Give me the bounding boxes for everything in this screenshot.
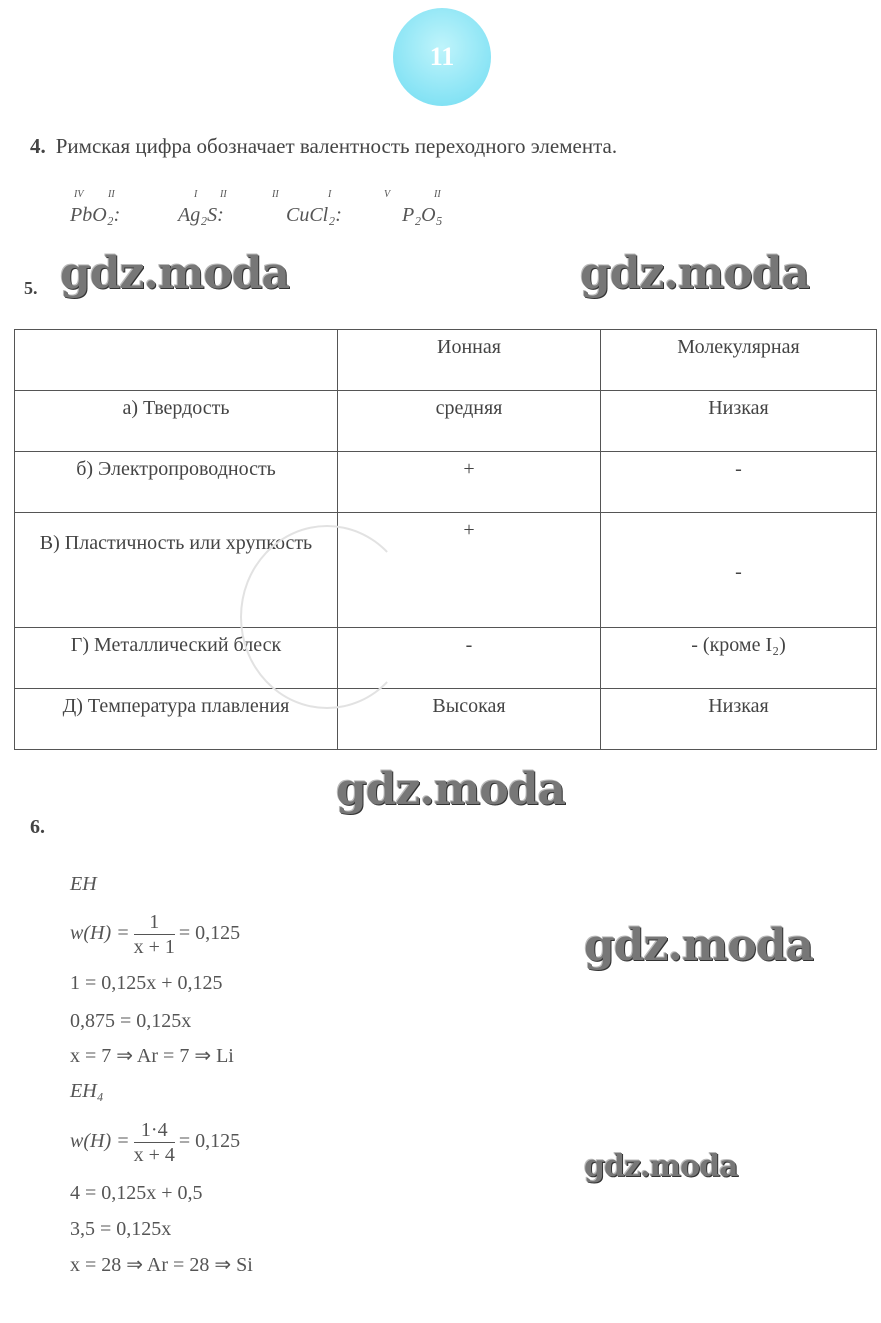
- formula: [272, 189, 342, 227]
- watermark: gdz.moda: [60, 248, 290, 299]
- watermark: gdz.moda: [584, 1149, 738, 1184]
- table-row: [15, 628, 877, 689]
- oxidation-state: IV: [74, 189, 84, 200]
- table-header-row: [15, 330, 877, 391]
- table-cell: Низкая: [601, 391, 877, 452]
- formula-text: PbO₂:: [70, 204, 121, 226]
- oxidation-state: I: [194, 189, 198, 200]
- table-cell: +: [338, 452, 601, 513]
- table-cell: -: [338, 628, 601, 689]
- oxidation-state: II: [272, 189, 279, 200]
- oxidation-state: II: [220, 189, 227, 200]
- math-line: w(H) = $\frac{1\cdot 4}{x + 4}$ = 0,125: [70, 1119, 241, 1166]
- formula-text: Ag₂S:: [178, 204, 224, 226]
- table-cell: -: [601, 452, 877, 513]
- watermark: gdz.moda: [584, 920, 814, 971]
- table-cell: Высокая: [338, 689, 601, 750]
- math-line: 3,5 = 0,125x: [70, 1218, 172, 1240]
- math-line: EH: [70, 873, 97, 895]
- task-6-number: 6.: [30, 816, 45, 838]
- formula: [384, 189, 443, 227]
- table-cell: а) Твердость: [15, 391, 338, 452]
- table-cell: б) Электропроводность: [15, 452, 338, 513]
- table-cell: Низкая: [601, 689, 877, 750]
- math-line: 4 = 0,125x + 0,5: [70, 1182, 203, 1204]
- math-line: w(H) = $\frac{1}{x + 1}$ = 0,125: [70, 911, 241, 958]
- page-number-badge: 11: [393, 8, 491, 106]
- formula: [70, 189, 121, 227]
- table-cell: Г) Металлический блеск: [15, 628, 338, 689]
- watermark: gdz.moda: [580, 248, 810, 299]
- table-row: [15, 391, 877, 452]
- header-cell: Ионная: [338, 330, 601, 391]
- formula-text: P₂O₅: [402, 204, 443, 226]
- oxidation-state: II: [108, 189, 115, 200]
- watermark-logo-circle: [240, 525, 414, 709]
- table-cell: +: [338, 513, 601, 628]
- header-cell: Молекулярная: [601, 330, 877, 391]
- oxidation-state: I: [328, 189, 332, 200]
- math-line: x = 28 ⇒ Ar = 28 ⇒ Si: [70, 1254, 253, 1276]
- oxidation-state: II: [434, 189, 441, 200]
- header-cell: [15, 330, 338, 391]
- task-5-number: 5.: [24, 278, 38, 298]
- table-cell: - (кроме I₂): [601, 628, 877, 689]
- math-line: 1 = 0,125x + 0,125: [70, 972, 223, 994]
- table-cell: В) Пластичность или хрупкость: [15, 513, 338, 628]
- math-line: x = 7 ⇒ Ar = 7 ⇒ Li: [70, 1045, 234, 1067]
- watermark: gdz.moda: [336, 764, 566, 815]
- table-row: [15, 452, 877, 513]
- task-number: 4.: [30, 134, 46, 158]
- formula-text: CuCl₂:: [286, 204, 342, 226]
- oxidation-state: V: [384, 189, 391, 200]
- math-line: EH₄: [70, 1080, 104, 1102]
- table-row: [15, 513, 877, 628]
- table-cell: -: [601, 513, 877, 628]
- formula: [178, 189, 227, 227]
- math-line: 0,875 = 0,125x: [70, 1010, 192, 1032]
- task-4: [30, 134, 617, 159]
- properties-table: [14, 329, 877, 750]
- task-text: Римская цифра обозначает валентность переходного элемента.: [55, 134, 618, 158]
- table-cell: средняя: [338, 391, 601, 452]
- table-cell: Д) Температура плавления: [15, 689, 338, 750]
- table-row: [15, 689, 877, 750]
